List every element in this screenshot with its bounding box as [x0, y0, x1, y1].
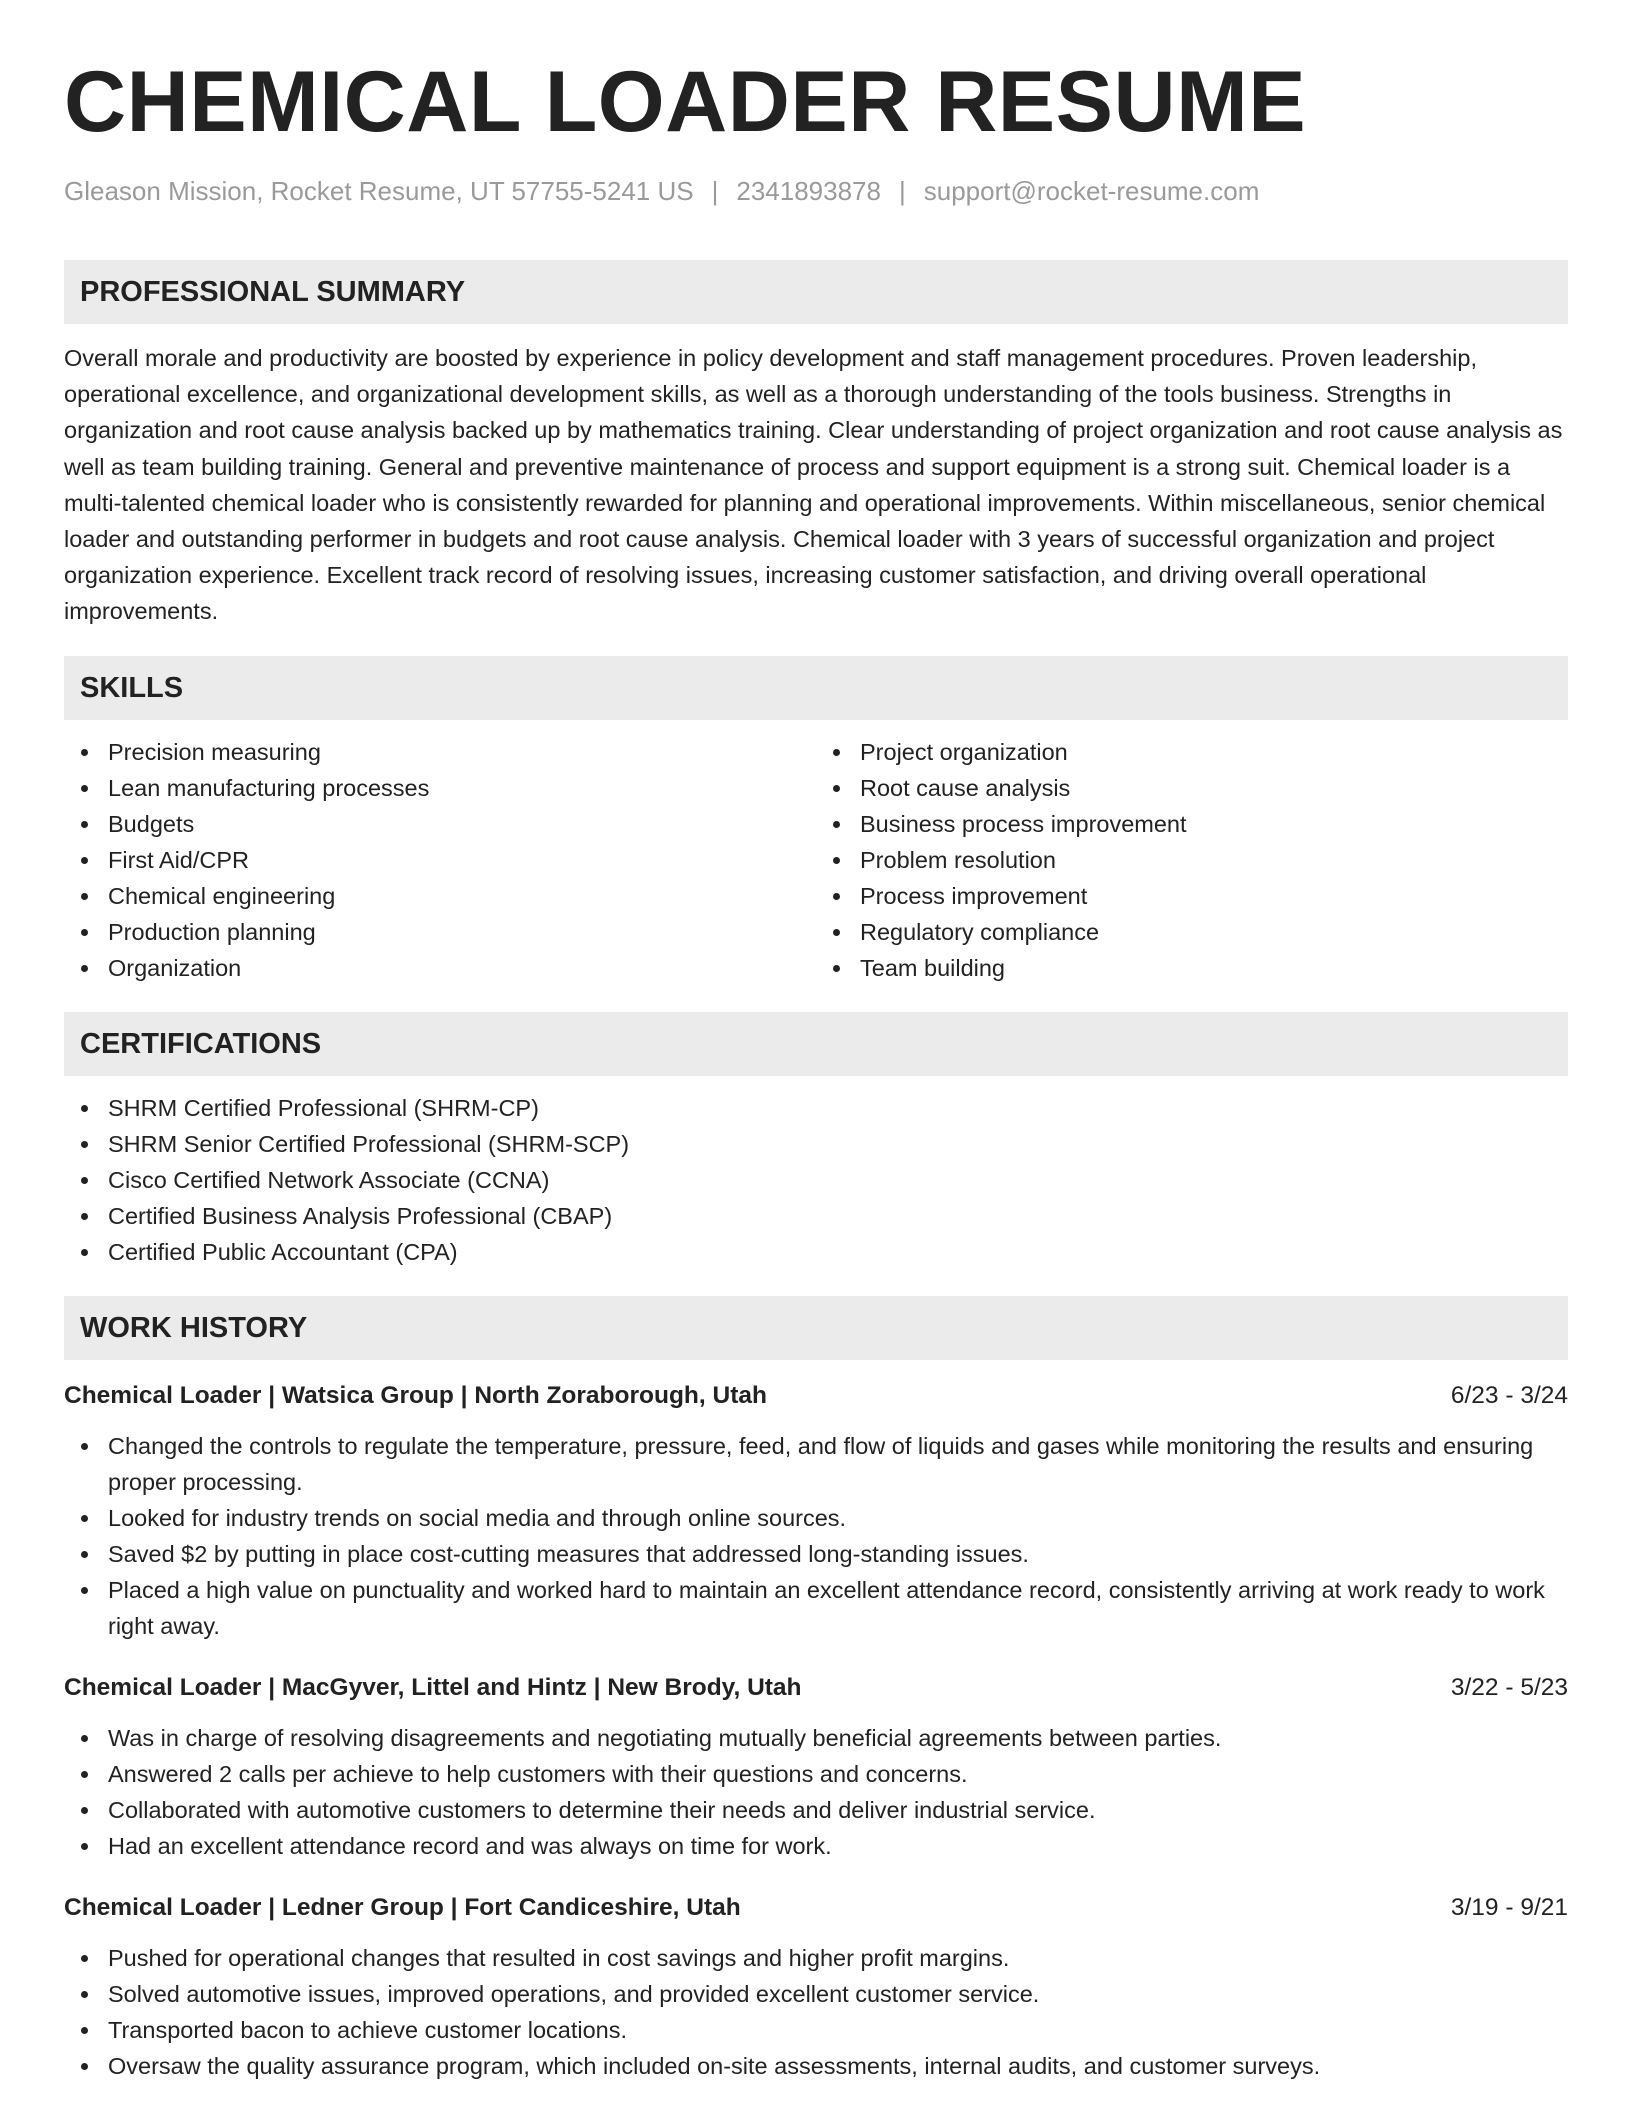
skills-grid: [64, 734, 1568, 986]
contact-email: support@rocket-resume.com: [923, 176, 1260, 206]
section-heading-work-history: WORK HISTORY: [64, 1296, 1568, 1360]
summary-paragraph: Overall morale and productivity are boosted by experience in policy development and staff management procedures. Proven leadership, operational excellence, and organizational development skills, as well as a thorough understanding of the tools business. Strengths in organization and root cause analysis backed up by mathematics training. Clear understanding of project organization and root cause analysis as well as team building training. General and preventive maintenance of process and support equipment is a strong suit. Chemical loader is a multi-talented chemical loader who is consistently rewarded for planning and operational improvements. Within miscellaneous, senior chemical loader and outstanding performer in budgets and root cause analysis. Chemical loader with 3 years of successful organization and project organization experience. Excellent track record of resolving issues, increasing customer satisfaction, and driving overall operational improvements.: [64, 345, 1563, 625]
job-dates: 6/23 - 3/24: [1450, 1381, 1568, 1409]
job-bullet: Collaborated with automotive customers to determine their needs and deliver industrial service.: [64, 1792, 1568, 1828]
job-header: [64, 1670, 1568, 1706]
job-title: Chemical Loader | MacGyver, Littel and Hintz | New Brody, Utah: [64, 1673, 802, 1701]
skills-list-right: [816, 734, 1568, 986]
job-entry: [64, 1670, 1568, 1864]
skill-item: Lean manufacturing processes: [64, 770, 816, 806]
job-bullet: Was in charge of resolving disagreements and negotiating mutually beneficial agreements between parties.: [64, 1720, 1568, 1756]
job-dates: 3/22 - 5/23: [1450, 1673, 1568, 1701]
certification-item: Certified Business Analysis Professional (CBAP): [64, 1198, 1568, 1234]
skill-item: First Aid/CPR: [64, 842, 816, 878]
skill-item: Chemical engineering: [64, 878, 816, 914]
certifications-list: [64, 1090, 1568, 1270]
contact-line: [64, 174, 1568, 208]
skill-item: Organization: [64, 950, 816, 986]
job-title: Chemical Loader | Ledner Group | Fort Candiceshire, Utah: [64, 1893, 741, 1921]
skill-item: Production planning: [64, 914, 816, 950]
skill-item: Precision measuring: [64, 734, 816, 770]
work-history-section: [64, 1296, 1568, 2084]
job-bullets: [64, 1940, 1568, 2084]
job-header: [64, 1890, 1568, 1926]
skill-item: Team building: [816, 950, 1568, 986]
contact-separator: |: [711, 176, 719, 206]
job-bullet: Oversaw the quality assurance program, which included on-site assessments, internal audits, and customer surveys.: [64, 2048, 1568, 2084]
skill-item: Root cause analysis: [816, 770, 1568, 806]
certification-item: SHRM Senior Certified Professional (SHRM-SCP): [64, 1126, 1568, 1162]
job-header: [64, 1378, 1568, 1414]
skills-list-left: [64, 734, 816, 986]
certifications-section: [64, 1012, 1568, 1270]
job-bullet: Looked for industry trends on social media and through online sources.: [64, 1500, 1568, 1536]
section-heading-skills: SKILLS: [64, 656, 1568, 720]
job-entry: [64, 1890, 1568, 2084]
skill-item: Business process improvement: [816, 806, 1568, 842]
job-bullets: [64, 1720, 1568, 1864]
skill-item: Project organization: [816, 734, 1568, 770]
skill-item: Problem resolution: [816, 842, 1568, 878]
job-dates: 3/19 - 9/21: [1450, 1893, 1568, 1921]
job-bullet: Changed the controls to regulate the temperature, pressure, feed, and flow of liquids and gases while monitoring the results and ensuring proper processing.: [64, 1428, 1568, 1500]
job-bullet: Answered 2 calls per achieve to help customers with their questions and concerns.: [64, 1756, 1568, 1792]
certification-item: Cisco Certified Network Associate (CCNA): [64, 1162, 1568, 1198]
job-bullet: Pushed for operational changes that resulted in cost savings and higher profit margins.: [64, 1940, 1568, 1976]
job-title: Chemical Loader | Watsica Group | North Zoraborough, Utah: [64, 1381, 767, 1409]
contact-address: Gleason Mission, Rocket Resume, UT 57755-5241 US: [64, 176, 694, 206]
section-heading-summary: PROFESSIONAL SUMMARY: [64, 260, 1568, 324]
contact-phone: 2341893878: [736, 176, 881, 206]
certification-item: SHRM Certified Professional (SHRM-CP): [64, 1090, 1568, 1126]
contact-separator: |: [898, 176, 906, 206]
job-entry: [64, 1378, 1568, 1644]
skill-item: Regulatory compliance: [816, 914, 1568, 950]
job-bullet: Saved $2 by putting in place cost-cutting measures that addressed long-standing issues.: [64, 1536, 1568, 1572]
section-heading-certifications: CERTIFICATIONS: [64, 1012, 1568, 1076]
skill-item: Process improvement: [816, 878, 1568, 914]
job-bullet: Had an excellent attendance record and was always on time for work.: [64, 1828, 1568, 1864]
job-bullet: Transported bacon to achieve customer locations.: [64, 2012, 1568, 2048]
job-bullets: [64, 1428, 1568, 1644]
resume-title: CHEMICAL LOADER RESUME: [64, 54, 1307, 150]
job-bullet: Solved automotive issues, improved operations, and provided excellent customer service.: [64, 1976, 1568, 2012]
job-bullet: Placed a high value on punctuality and worked hard to maintain an excellent attendance record, consistently arriving at work ready to work right away.: [64, 1572, 1568, 1644]
skill-item: Budgets: [64, 806, 816, 842]
skills-section: [64, 656, 1568, 986]
professional-summary-section: [64, 260, 1568, 630]
certification-item: Certified Public Accountant (CPA): [64, 1234, 1568, 1270]
